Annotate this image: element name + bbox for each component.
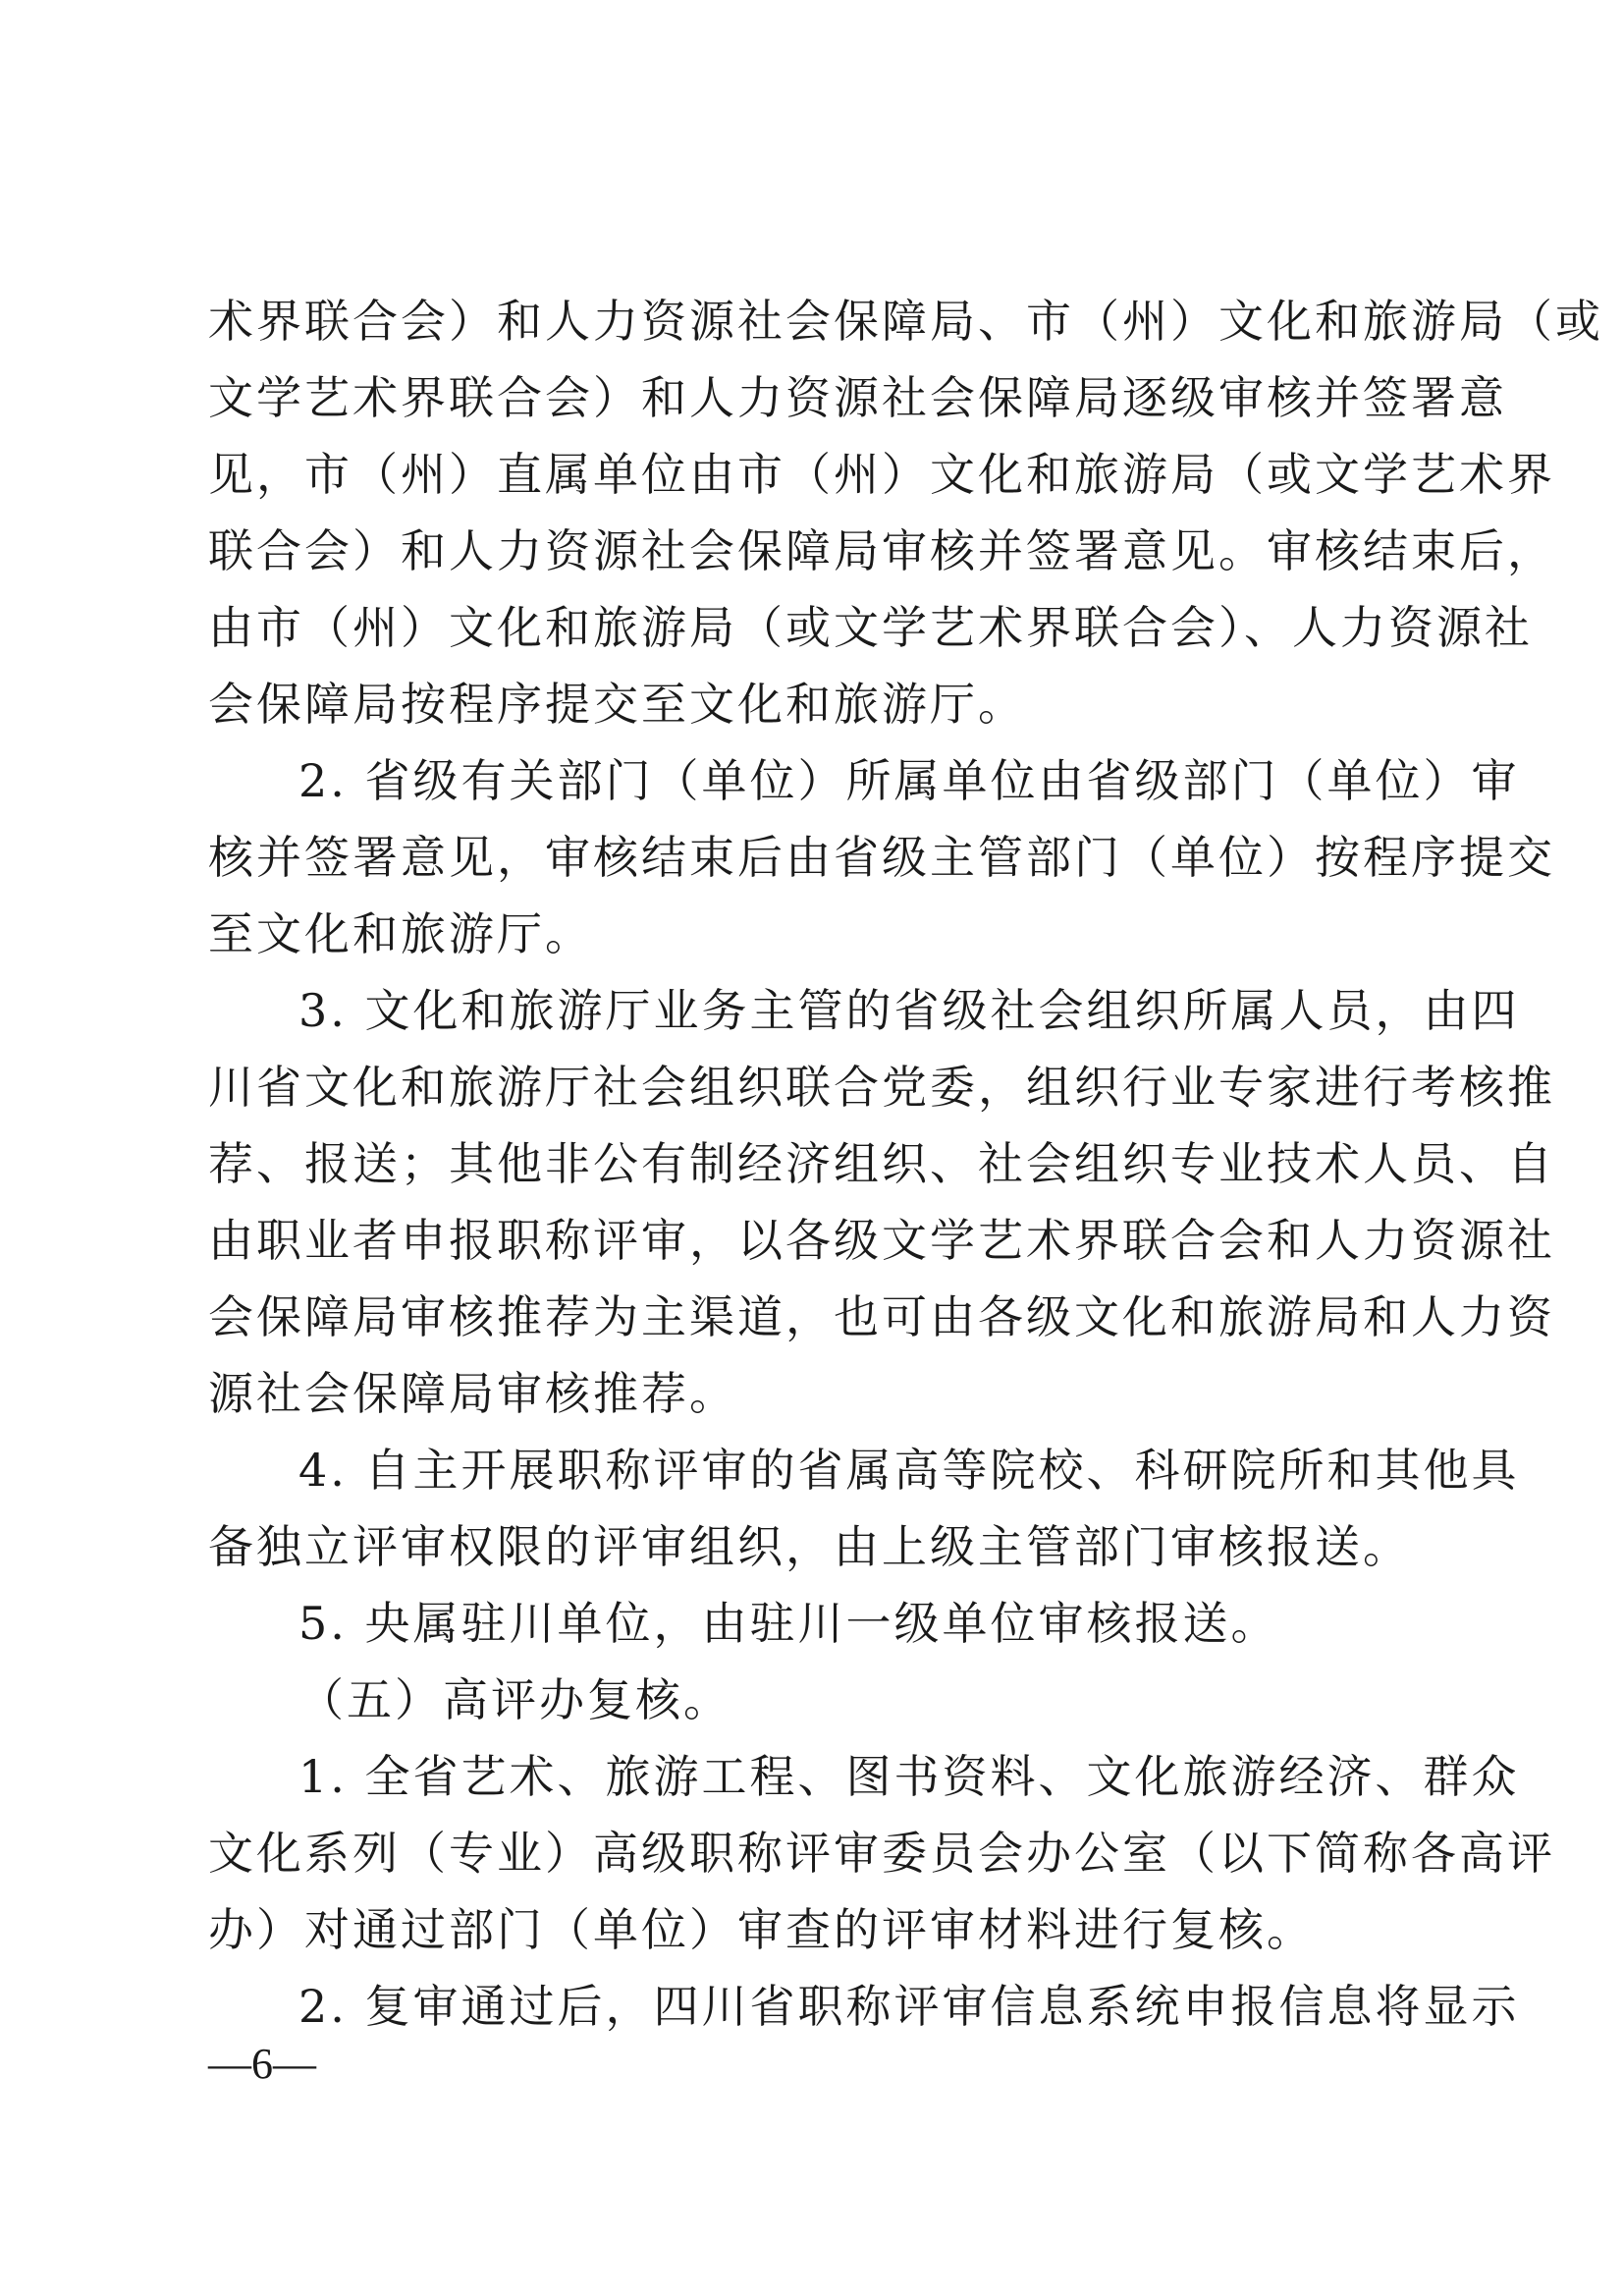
paragraph-start-line: 3. 文化和旅游厅业务主管的省级社会组织所属人员，由四 xyxy=(298,984,1520,1037)
text-line: 见，市（州）直属单位由市（州）文化和旅游局（或文学艺术界 xyxy=(208,448,1555,501)
text-line: 由职业者申报职称评审，以各级文学艺术界联合会和人力资源社 xyxy=(208,1214,1555,1267)
text-line: 川省文化和旅游厅社会组织联合党委，组织行业专家进行考核推 xyxy=(208,1061,1555,1114)
text-line: 至文化和旅游厅。 xyxy=(208,907,593,960)
text-line: 术界联合会）和人力资源社会保障局、市（州）文化和旅游局（或 xyxy=(208,295,1603,348)
text-line: 文化系列（专业）高级职称评审委员会办公室（以下简称各高评 xyxy=(208,1827,1555,1880)
page-number: —6— xyxy=(208,2040,316,2088)
text-line: 核并签署意见，审核结束后由省级主管部门（单位）按程序提交 xyxy=(208,831,1555,884)
paragraph-start-line: 1. 全省艺术、旅游工程、图书资料、文化旅游经济、群众 xyxy=(298,1750,1520,1803)
text-line: 由市（州）文化和旅游局（或文学艺术界联合会）、人力资源社 xyxy=(208,601,1533,654)
text-line: 备独立评审权限的评审组织，由上级主管部门审核报送。 xyxy=(208,1520,1411,1573)
text-line: 联合会）和人力资源社会保障局审核并签署意见。审核结束后， xyxy=(208,524,1555,577)
paragraph-start-line: 4. 自主开展职称评审的省属高等院校、科研院所和其他具 xyxy=(298,1444,1520,1497)
text-line: 源社会保障局审核推荐。 xyxy=(208,1367,737,1420)
text-line: 荐、报送；其他非公有制经济组织、社会组织专业技术人员、自 xyxy=(208,1137,1555,1190)
paragraph-start-line: 5. 央属驻川单位，由驻川一级单位审核报送。 xyxy=(298,1597,1279,1650)
text-line: 会保障局审核推荐为主渠道，也可由各级文化和旅游局和人力资 xyxy=(208,1290,1555,1343)
paragraph-start-line: 2. 省级有关部门（单位）所属单位由省级部门（单位）审 xyxy=(298,754,1520,807)
text-line: 办）对通过部门（单位）审查的评审材料进行复核。 xyxy=(208,1903,1315,1956)
paragraph-start-line: 2. 复审通过后，四川省职称评审信息系统申报信息将显示 xyxy=(298,1980,1520,2033)
text-line: 文学艺术界联合会）和人力资源社会保障局逐级审核并签署意 xyxy=(208,371,1507,424)
body-text xyxy=(208,283,1603,2045)
section-heading: （五）高评办复核。 xyxy=(298,1673,731,1726)
text-line: 会保障局按程序提交至文化和旅游厅。 xyxy=(208,678,1026,731)
